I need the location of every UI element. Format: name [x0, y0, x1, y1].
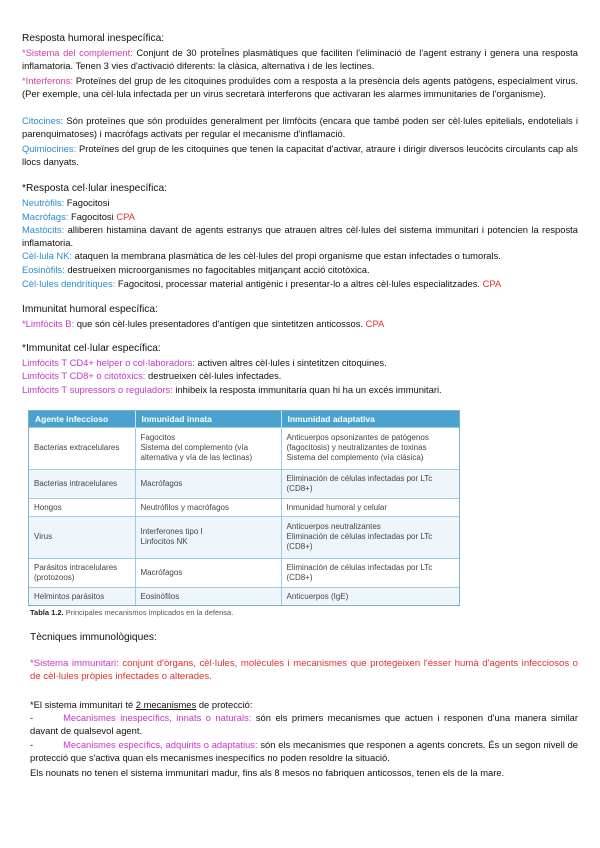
term-nk: Cèl·lula NK: — [22, 250, 73, 261]
heading-cellular-especifica: *Immunitat cel·lular específica: — [22, 343, 161, 354]
heading-tecniques: Tècniques immunològiques: — [30, 632, 157, 643]
term-sistema: *Sistema immunitari: — [30, 658, 119, 669]
para-cd8 — [22, 369, 578, 382]
text-complement: Conjunt de 30 proteÏnes plasmàtiques que faciliten l'eliminació de l'agent estrany i genera una resposta inflamatoria. Tenen 3 vies d'activació diferents: la clàsica, alternativa i de les lectines. — [22, 47, 578, 71]
para-dendritiques — [22, 277, 578, 290]
table-body — [29, 428, 459, 606]
text-neutrofils: Fagocitosi — [64, 197, 110, 208]
table-cell: Fagocitos Sistema del complemento (vía alternativa y vía de las lectinas) — [135, 428, 281, 470]
table-cell: Bacterias extracelulares — [29, 428, 135, 470]
table-cell: Macrófagos — [135, 558, 281, 588]
term-dendritiques: Cèl·lules dendrítiques: — [22, 278, 116, 289]
heading-cellular-inespecifica: *Resposta cel·lular inespecífica: — [22, 183, 167, 194]
para-cd4 — [22, 356, 578, 369]
para-limfocits-b — [22, 317, 578, 330]
text-inespecifics: són els primers mecanismes que actuen i responen d'una manera similar davant de qualsevol agent. — [30, 712, 579, 736]
term-complement: *Sistema del complement: — [22, 47, 133, 58]
term-citocines: Citocines: — [22, 115, 64, 126]
table-header-row — [29, 411, 459, 428]
cpa-macrofags: CPA — [116, 211, 135, 222]
table-cell: Virus — [29, 517, 135, 559]
text-eosinofils: destrueixen microorganismes no fagocitables mitjançant acció citotòxica. — [64, 264, 370, 275]
table-row — [29, 428, 459, 470]
term-cd8: Limfòcits T CD8+ o citotòxics: — [22, 370, 146, 381]
para-sistema — [30, 657, 578, 683]
dash-inespecifics: - — [30, 712, 34, 723]
table-cell: Anticuerpos neutralizantes Eliminación de células infectadas por LTc (CD8+) — [281, 517, 459, 559]
table-row — [29, 588, 459, 605]
table-row — [29, 558, 459, 588]
table-row — [29, 469, 459, 499]
text-especifics: són els mecanismes que responen a agents concrets. És un segon nivell de protecció que s'activa quan els mecanismes inespecífics no poden resoldre la situació. — [30, 739, 578, 763]
heading-humoral-especifica: Immunitat humoral específica: — [22, 304, 158, 315]
para-supressors — [22, 383, 578, 396]
table-cell: Inmunidad humoral y celular — [281, 499, 459, 517]
term-inespecifics: Mecanismes inespecífics, innats o naturals: — [63, 712, 252, 723]
caption-label: Tabla 1.2. — [30, 608, 64, 617]
table-cell: Hongos — [29, 499, 135, 517]
table-cell: Macrófagos — [135, 469, 281, 499]
term-neutrofils: Neutròfils: — [22, 197, 65, 208]
heading-humoral-inespecifica: Resposta humoral inespecífica: — [22, 33, 165, 44]
text-mastocits: alliberen histamina davant de agents estranys que atrauen altres cèl·lules del sistema immunitari i potencien la resposta inflamatoria. — [22, 224, 578, 248]
table-cell: Anticuerpos (IgE) — [281, 588, 459, 605]
table-cell: Eliminación de células infectadas por LTc (CD8+) — [281, 469, 459, 499]
caption-text: Principales mecanismos implicados en la defensa. — [63, 608, 234, 617]
text-nk: ataquen la membrana plasmàtica de les cèl·lules del propi organisme que estan infectades o tumorals. — [72, 250, 501, 261]
mecanismes-intro-a: *El sistema immunitari té — [30, 699, 136, 710]
term-eosinofils: Eosinòfils: — [22, 264, 65, 275]
para-nk — [22, 249, 578, 262]
para-nounats: Els nounats no tenen el sistema immunitari madur, fins als 8 mesos no fabriquen anticossos, tenen els de la mare. — [30, 767, 505, 778]
para-citocines — [22, 114, 578, 140]
para-especifics — [30, 738, 578, 764]
text-dendritiques: Fagocitosi, processar material antigènic i presentar-lo a altres cèl·lules especialitzades. — [115, 278, 483, 289]
table-cell: Anticuerpos opsonizantes de patógenos (fagocitosis) y neutralizantes de toxinas Sistema del complemento (vía clásica) — [281, 428, 459, 470]
table-cell: Neutrófilos y macrófagos — [135, 499, 281, 517]
text-interferons: Proteïnes del grup de les citoquines produïdes com a resposta a la presència dels agents patògens, especialment virus. (Per exemple, una cèl·lula infectada per un virus secretarà interferons que activaran les alarmes immunitaries de l'organisme). — [22, 75, 578, 99]
term-supressors: Limfòcits T supressors o reguladors: — [22, 384, 173, 395]
para-mastocits — [22, 223, 578, 249]
para-macrofags — [22, 210, 578, 223]
table-cell: Parásitos intracelulares (protozoos) — [29, 558, 135, 588]
term-quimiocines: Quimiocines: — [22, 143, 77, 154]
table-row — [29, 499, 459, 517]
text-citocines: Són proteïnes que són produïdes generalment per limfòcits (encara que també poden ser cèl·lules epitelials, endotelials i parenquimatoses) i macròfags activats per regular el mecanisme d'inflamació. — [22, 115, 578, 139]
table-row — [29, 517, 459, 559]
para-eosinofils — [22, 263, 578, 276]
para-complement — [22, 46, 578, 72]
dash-especifics: - — [30, 739, 34, 750]
term-limfocits-b: *Limfòcits B: — [22, 318, 75, 329]
para-mecanismes-intro — [30, 698, 578, 711]
table-header-cell: Agente infeccioso — [29, 411, 135, 428]
para-quimiocines — [22, 142, 578, 168]
text-cd8: destrueixen cèl·lules infectades. — [145, 370, 282, 381]
defense-mechanisms-table — [29, 411, 459, 605]
text-limfocits-b: que són cèl·lules presentadores d'antígen que sintetitzen anticossos. — [74, 318, 366, 329]
table-header-cell: Inmunidad innata — [135, 411, 281, 428]
table-cell: Bacterias intracelulares — [29, 469, 135, 499]
cpa-dendritiques: CPA — [482, 278, 502, 289]
table-cell: Eosinófilos — [135, 588, 281, 605]
table-caption — [30, 608, 233, 617]
text-cd4: activen altres cèl·lules i sintetitzen citoquines. — [194, 357, 387, 368]
table-header-cell: Inmunidad adaptativa — [281, 411, 459, 428]
para-neutrofils — [22, 196, 578, 209]
para-inespecifics — [30, 711, 578, 737]
table-cell: Helmintos parásitos — [29, 588, 135, 605]
cpa-limfocits-b: CPA — [365, 318, 385, 329]
term-macrofags: Macròfags: — [22, 211, 69, 222]
text-sistema: conjunt d'òrgans, cèl·lules, molècules i mecanismes que protegeixen l'ésser humà d'agents infecciosos o de cèl·lules pròpies infectades o alterades. — [30, 658, 578, 682]
table-cell: Interferones tipo I Linfocitos NK — [135, 517, 281, 559]
text-supressors: inhibeix la resposta immunitaria quan hi ha un excés immunitari. — [172, 384, 442, 395]
term-interferons: *Interferons: — [22, 75, 74, 86]
mecanismes-intro-underlined: 2 mecanismes — [135, 699, 197, 710]
table-cell: Eliminación de células infectadas por LTc (CD8+) — [281, 558, 459, 588]
term-especifics: Mecanismes específics, adquirits o adaptatius: — [63, 739, 258, 750]
term-cd4: Limfòcits T CD4+ helper o col·laboradors: — [22, 357, 195, 368]
term-mastocits: Mastòcits: — [22, 224, 65, 235]
table-figure — [28, 410, 460, 606]
text-macrofags: Fagocitosi — [68, 211, 117, 222]
para-interferons — [22, 74, 578, 100]
text-quimiocines: Proteïnes del grup de les citoquines que tenen la capacitat d'activar, atraure i dirigir diversos leucòcits circulants cap als llocs danyats. — [22, 143, 578, 167]
mecanismes-intro-b: de protecció: — [196, 699, 253, 710]
